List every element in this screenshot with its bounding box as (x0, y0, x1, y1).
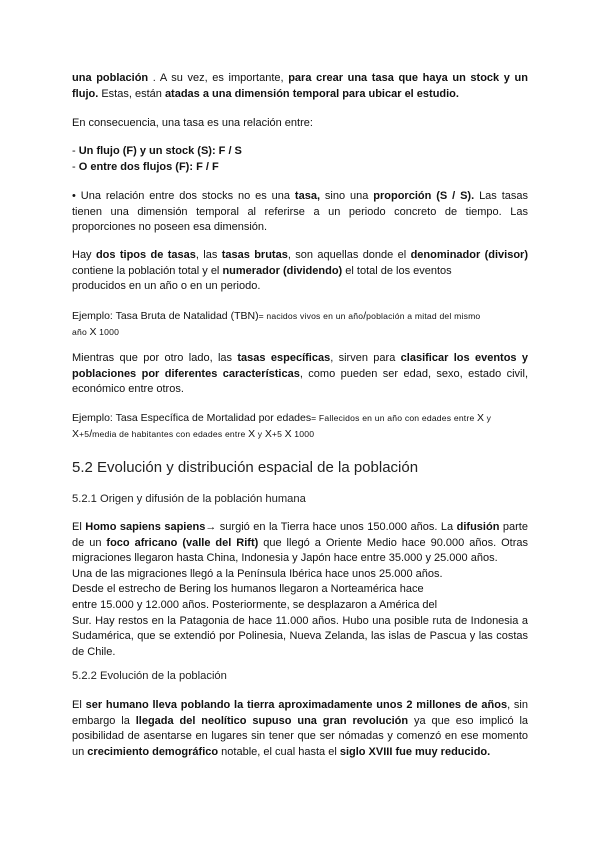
paragraph-origin-lead (72, 520, 528, 567)
bold-text: tasa, (294, 190, 320, 202)
text: producidos en un año o en un periodo. (72, 280, 261, 293)
paragraph-rate-relation: En consecuencia, una tasa es una relación entre: (72, 117, 313, 129)
text: El (72, 521, 86, 533)
formula-x: X (89, 325, 97, 338)
list-dash: - (72, 145, 79, 157)
list-dash: - (72, 160, 79, 173)
text-line: entre 15.000 y 12.000 años. Posteriormente, se desplazaron a América del (72, 598, 438, 611)
text-line: Una de las migraciones llegó a la Península Ibérica hace unos 25.000 años. (72, 567, 443, 580)
formula-text: media de habitantes con edades entre (92, 428, 249, 439)
bold-text: para crear una tasa que haya un stock y un flujo. (72, 72, 528, 100)
bold-text: clasificar los eventos y poblaciones por diferentes características (72, 352, 529, 380)
formula-text: 1000 (291, 428, 315, 439)
list-item-text: O entre dos flujos (F): F / F (78, 160, 219, 173)
text: Ejemplo: Tasa Bruta de Natalidad (TBN) (72, 310, 259, 322)
text-line: Sur. Hay restos en la Patagonia de hace 11.000 años. Hubo una posible ruta de Indonesia a Sudamérica, que se extendió por Polinesia, Nueva Zelanda, las islas de Pascua y las costas de Chile. (72, 614, 528, 658)
bold-text: una población (72, 72, 149, 84)
bold-text: proporción (S / S). (373, 190, 475, 202)
paragraph-rate-types (72, 248, 528, 295)
formula-text: = nacidos vivos en un año (258, 311, 364, 321)
paragraph-specific-rates (72, 351, 528, 398)
formula-x: X (264, 427, 272, 440)
bold-text: Homo sapiens sapiens (85, 521, 206, 533)
section-heading-5-2: 5.2 Evolución y distribución espacial de la población (72, 459, 419, 476)
bold-text: ser humano lleva poblando la tierra aproximadamente unos 2 millones de años (85, 699, 508, 711)
list-item (72, 144, 528, 160)
formula-slash: / (89, 427, 93, 440)
subsection-heading-5-2-2: 5.2.2 Evolución de la población (72, 670, 227, 682)
formula-text: 1000 (96, 326, 120, 337)
text: el total de los eventos (342, 264, 452, 277)
example-tbn (72, 309, 528, 340)
text: El (72, 699, 86, 711)
text: Las tasas tienen una dimensión temporal al referirse a un periodo concreto de tiempo. Las proporciones no poseen esa dimensión. (72, 190, 528, 234)
text: . A su vez, es importante, (148, 72, 289, 84)
text: • Una relación entre dos stocks no es una (72, 190, 295, 202)
formula-slash: / (363, 310, 367, 322)
formula-x: X (284, 427, 292, 440)
text: , son aquellas donde el (287, 249, 411, 261)
paragraph-intro (72, 71, 528, 102)
paragraph-evolution (72, 698, 528, 760)
bold-text: foco africano (valle del Rift) (106, 536, 259, 549)
rate-list (72, 144, 528, 175)
text: → surgió en la Tierra hace unos 150.000 años. La (205, 521, 457, 533)
bold-text: difusión (456, 521, 500, 533)
bold-text: numerador (dividendo) (222, 264, 343, 277)
formula-x: X (72, 427, 80, 440)
formula-text: +5 (79, 428, 90, 439)
text: , las (195, 249, 222, 261)
bold-text: siglo XVIII fue muy reducido. (339, 745, 491, 758)
bold-text: tasas brutas (221, 249, 288, 261)
text: notable, el cual hasta el (218, 745, 340, 758)
text: , sin embargo la (72, 699, 528, 727)
subsection-heading-5-2-1: 5.2.1 Origen y difusión de la población humana (72, 493, 306, 505)
paragraph-origin (72, 520, 528, 660)
formula-text: y (484, 413, 492, 423)
text: Ejemplo: Tasa Específica de Mortalidad por edades (72, 412, 312, 424)
text: ya que eso implicó la posibilidad de asentarse en lugares sin tener que ser nómadas y comenzó en ese momento un (72, 714, 529, 758)
paragraph-stocks (72, 189, 528, 236)
formula-text: año (72, 326, 90, 337)
text: contiene la población total y el (72, 264, 223, 277)
bold-text: crecimiento demográfico (87, 745, 219, 758)
example-mortality (72, 411, 528, 442)
bold-text: dos tipos de tasas (95, 249, 196, 261)
formula-text: +5 (271, 428, 285, 439)
bold-text: denominador (divisor) (410, 249, 529, 261)
text: , sirven para (330, 352, 401, 364)
bold-text: atadas a una dimensión temporal para ubicar el estudio. (164, 87, 459, 100)
bold-text: llegada del neolítico supuso una gran revolución (135, 714, 409, 727)
bold-text: tasas específicas (237, 352, 331, 364)
formula-x: X (248, 427, 256, 440)
text: Hay (72, 249, 96, 261)
list-item (72, 160, 528, 176)
formula-text: población a mitad del mismo (366, 311, 481, 321)
text: parte de un (72, 521, 528, 549)
text-line: Desde el estrecho de Bering los humanos llegaron a Norteamérica hace (72, 583, 424, 596)
formula-text: y (255, 428, 265, 439)
formula-x: X (477, 412, 485, 424)
text: sino una (320, 190, 374, 202)
text: que llegó a Oriente Medio hace 90.000 años. Otras migraciones llegaron hasta China, Indonesia y Japón hace entre 35.000 y 25.000 años. (72, 536, 528, 565)
list-item-text: Un flujo (F) y un stock (S): F / S (78, 145, 242, 157)
text: Estas, están (98, 87, 165, 100)
text: Mientras que por otro lado, las (72, 352, 238, 364)
text: , como pueden ser edad, sexo, estado civil, económico entre otros. (72, 367, 528, 396)
formula-text: = Fallecidos en un año con edades entre (311, 413, 478, 423)
